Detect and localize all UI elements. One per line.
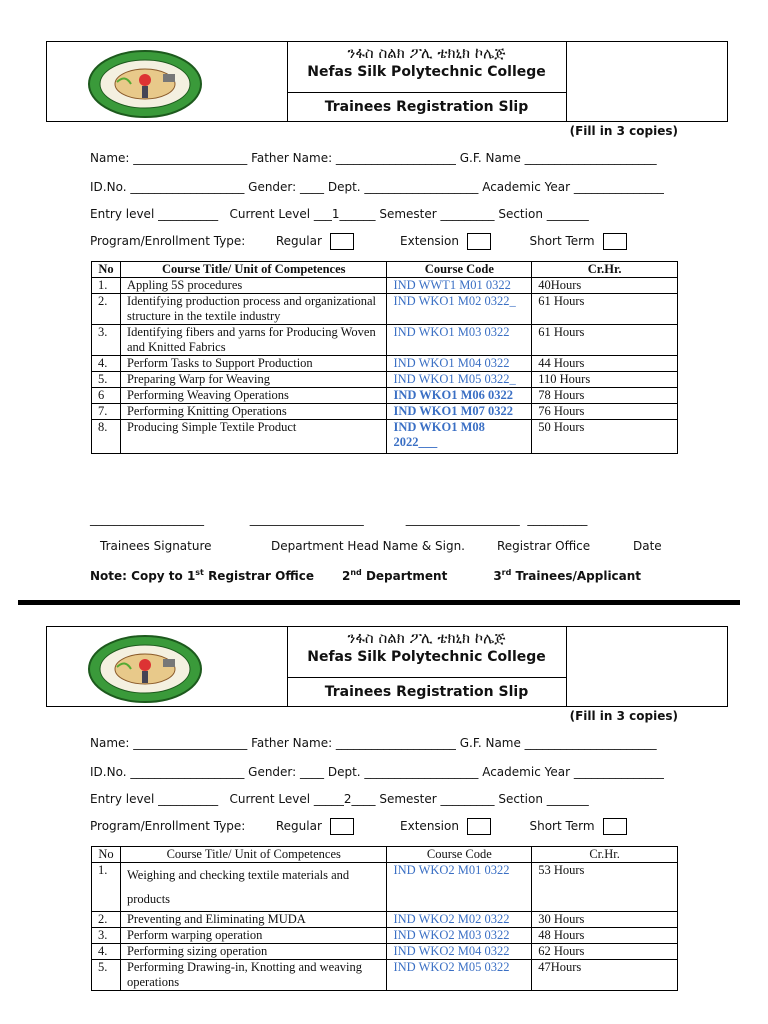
col-hours: Cr.Hr. <box>532 847 678 863</box>
logo-cell <box>47 627 288 706</box>
row-code: IND WKO2 M05 0322 <box>387 960 532 991</box>
table-row <box>92 928 678 944</box>
col-title: Course Title/ Unit of Competences <box>120 262 386 278</box>
row-hours: 61 Hours <box>532 325 678 356</box>
entry-level-line[interactable]: Entry level __________ Current Level _____2____ Semester _________ Section _______ <box>90 792 589 806</box>
row-no: 7. <box>92 404 121 420</box>
row-code: IND WKO2 M04 0322 <box>387 944 532 960</box>
row-no: 4. <box>92 356 121 372</box>
row-hours: 78 Hours <box>532 388 678 404</box>
row-title: Preventing and Eliminating MUDA <box>120 912 386 928</box>
row-hours: 53 Hours <box>532 863 678 912</box>
program-label: Program/Enrollment Type: <box>90 234 246 248</box>
row-code: IND WWT1 M01 0322 <box>387 278 532 294</box>
short-term-label: Short Term <box>529 819 595 833</box>
row-code: IND WKO2 M01 0322 <box>387 863 532 912</box>
short-term-label: Short Term <box>529 234 595 248</box>
row-title: Performing Drawing-in, Knotting and weaving operations <box>120 960 386 991</box>
short-term-checkbox[interactable] <box>603 233 627 250</box>
extension-checkbox[interactable] <box>467 818 491 835</box>
name-line[interactable]: Name: ___________________ Father Name: ____________________ G.F. Name ______________________ <box>90 151 657 165</box>
row-hours: 76 Hours <box>532 404 678 420</box>
row-code: IND WKO1 M02 0322_ <box>387 294 532 325</box>
page-divider <box>18 600 740 605</box>
table-row <box>92 356 678 372</box>
title-cell <box>287 42 567 121</box>
table-row <box>92 944 678 960</box>
slip-header <box>46 626 728 707</box>
row-code: IND WKO1 M07 0322 <box>387 404 532 420</box>
short-term-checkbox[interactable] <box>603 818 627 835</box>
row-no: 3. <box>92 325 121 356</box>
regular-checkbox[interactable] <box>330 818 354 835</box>
row-title: Producing Simple Textile Product <box>120 420 386 454</box>
college-logo-icon <box>47 42 287 121</box>
col-code: Course Code <box>387 847 532 863</box>
name-line[interactable]: Name: ___________________ Father Name: ____________________ G.F. Name ______________________ <box>90 736 657 750</box>
fill-note: (Fill in 3 copies) <box>569 124 678 138</box>
row-hours: 62 Hours <box>532 944 678 960</box>
course-table <box>91 846 678 991</box>
signature-lines: ___________________ ___________________ ___________________ __________ <box>90 512 588 526</box>
table-row <box>92 912 678 928</box>
row-hours: 47Hours <box>532 960 678 991</box>
row-hours: 50 Hours <box>532 420 678 454</box>
row-title: Performing Weaving Operations <box>120 388 386 404</box>
table-header-row <box>92 262 678 278</box>
extension-label: Extension <box>400 819 459 833</box>
row-no: 5. <box>92 372 121 388</box>
college-name-amharic: ንፋስ ስልክ ፖሊ ቴክኒክ ኮሌጅ <box>347 629 506 647</box>
fill-note: (Fill in 3 copies) <box>569 709 678 723</box>
table-header-row <box>92 847 678 863</box>
row-hours: 48 Hours <box>532 928 678 944</box>
row-no: 1. <box>92 278 121 294</box>
row-code: IND WKO1 M08 2022___ <box>387 420 532 454</box>
row-no: 8. <box>92 420 121 454</box>
row-no: 6 <box>92 388 121 404</box>
col-title: Course Title/ Unit of Competences <box>120 847 386 863</box>
table-row <box>92 372 678 388</box>
row-no: 2. <box>92 294 121 325</box>
row-code: IND WKO2 M03 0322 <box>387 928 532 944</box>
table-row <box>92 863 678 912</box>
row-title: Appling 5S procedures <box>120 278 386 294</box>
row-code: IND WKO1 M06 0322 <box>387 388 532 404</box>
row-title: Performing Knitting Operations <box>120 404 386 420</box>
row-title: Preparing Warp for Weaving <box>120 372 386 388</box>
registrar-label: Registrar Office <box>497 539 591 553</box>
row-hours: 110 Hours <box>532 372 678 388</box>
table-row <box>92 278 678 294</box>
row-hours: 30 Hours <box>532 912 678 928</box>
trainee-signature-label: Trainees Signature <box>100 539 212 553</box>
row-code: IND WKO1 M04 0322 <box>387 356 532 372</box>
regular-label: Regular <box>275 234 322 248</box>
row-title: Weighing and checking textile materials and products <box>120 863 386 912</box>
row-no: 4. <box>92 944 121 960</box>
slip-header <box>46 41 728 122</box>
table-row <box>92 325 678 356</box>
col-hours: Cr.Hr. <box>532 262 678 278</box>
dept-head-label: Department Head Name & Sign. <box>271 539 465 553</box>
course-table <box>91 261 678 454</box>
table-row <box>92 404 678 420</box>
extension-checkbox[interactable] <box>467 233 491 250</box>
row-no: 5. <box>92 960 121 991</box>
date-label: Date <box>633 539 662 553</box>
row-code: IND WKO1 M03 0322 <box>387 325 532 356</box>
col-code: Course Code <box>387 262 532 278</box>
entry-level-line[interactable]: Entry level __________ Current Level ___1______ Semester _________ Section _______ <box>90 207 589 221</box>
slip-title: Trainees Registration Slip <box>324 684 529 700</box>
row-title: Identifying fibers and yarns for Producing Woven and Knitted Fabrics <box>120 325 386 356</box>
program-label: Program/Enrollment Type: <box>90 819 246 833</box>
row-code: IND WKO1 M05 0322_ <box>387 372 532 388</box>
college-logo-icon <box>47 627 287 706</box>
title-cell <box>287 627 567 706</box>
id-line[interactable]: ID.No. ___________________ Gender: ____ Dept. ___________________ Academic Year _______________ <box>90 765 664 779</box>
row-title: Perform Tasks to Support Production <box>120 356 386 372</box>
row-hours: 44 Hours <box>532 356 678 372</box>
slip-title: Trainees Registration Slip <box>324 99 529 115</box>
col-no: No <box>92 262 121 278</box>
row-title: Performing sizing operation <box>120 944 386 960</box>
row-no: 3. <box>92 928 121 944</box>
row-hours: 61 Hours <box>532 294 678 325</box>
program-line <box>90 818 635 835</box>
col-no: No <box>92 847 121 863</box>
id-line[interactable]: ID.No. ___________________ Gender: ____ Dept. ___________________ Academic Year _______________ <box>90 180 664 194</box>
regular-checkbox[interactable] <box>330 233 354 250</box>
logo-cell <box>47 42 288 121</box>
table-row <box>92 294 678 325</box>
row-hours: 40Hours <box>532 278 678 294</box>
regular-label: Regular <box>275 819 322 833</box>
row-code: IND WKO2 M02 0322 <box>387 912 532 928</box>
college-name-amharic: ንፋስ ስልክ ፖሊ ቴክኒክ ኮሌጅ <box>347 44 506 62</box>
table-row <box>92 420 678 454</box>
table-row <box>92 388 678 404</box>
copy-note: Note: Copy to 1st Registrar Office 2nd Department 3rd Trainees/Applicant <box>90 568 642 583</box>
row-no: 2. <box>92 912 121 928</box>
college-name: Nefas Silk Polytechnic College <box>307 64 546 80</box>
row-title: Perform warping operation <box>120 928 386 944</box>
row-no: 1. <box>92 863 121 912</box>
table-row <box>92 960 678 991</box>
college-name: Nefas Silk Polytechnic College <box>307 649 546 665</box>
program-line <box>90 233 635 250</box>
row-title: Identifying production process and organizational structure in the textile industry <box>120 294 386 325</box>
extension-label: Extension <box>400 234 459 248</box>
